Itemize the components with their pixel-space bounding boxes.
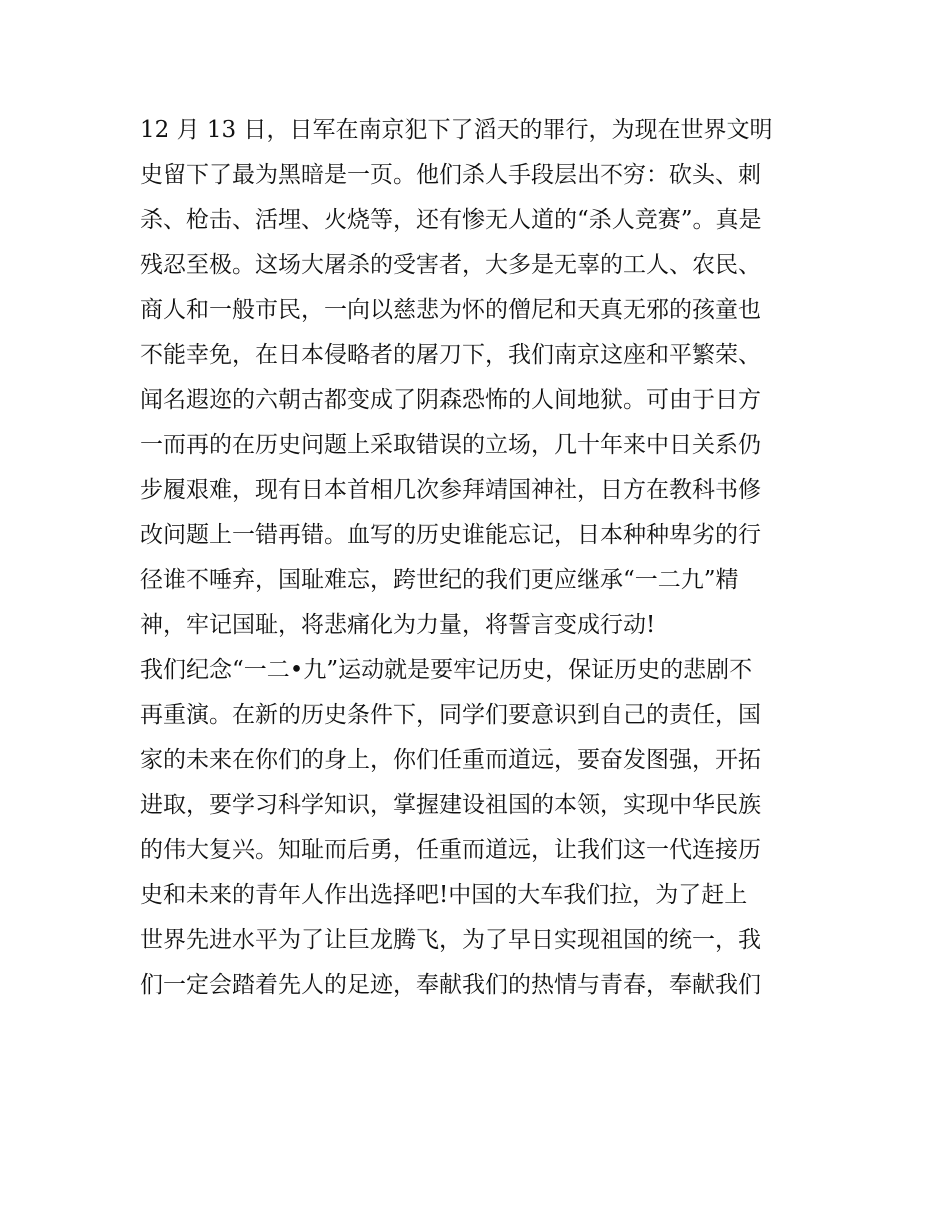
text-line: 我们纪念“一二•九”运动就是要牢记历史，保证历史的悲剧不 xyxy=(140,657,753,683)
text-line: 闻名遐迩的六朝古都变成了阴森恐怖的人间地狱。可由于日方 xyxy=(140,387,761,413)
text-line: 步履艰难，现有日本首相几次参拜靖国神社，日方在教科书修 xyxy=(140,477,761,503)
text-line: 改问题上一错再错。血写的历史谁能忘记，日本种种卑劣的行 xyxy=(140,522,761,548)
text-line: 史留下了最为黑暗是一页。他们杀人手段层出不穷：砍头、刺 xyxy=(140,162,761,188)
text-line: 商人和一般市民，一向以慈悲为怀的僧尼和天真无邪的孩童也 xyxy=(140,297,761,323)
text-line: 的伟大复兴。知耻而后勇，任重而道远，让我们这一代连接历 xyxy=(140,837,761,863)
text-line: 一而再的在历史问题上采取错误的立场，几十年来中日关系仍 xyxy=(140,432,761,458)
text-line: 世界先进水平为了让巨龙腾飞，为了早日实现祖国的统一，我 xyxy=(140,927,761,953)
body-text xyxy=(140,108,820,1008)
text-line: 杀、枪击、活埋、火烧等，还有惨无人道的“杀人竞赛”。真是 xyxy=(140,207,762,233)
text-line: 家的未来在你们的身上，你们任重而道远，要奋发图强，开拓 xyxy=(140,747,761,773)
text-line: 再重演。在新的历史条件下，同学们要意识到自己的责任，国 xyxy=(140,702,761,728)
text-line: 12 月 13 日，日军在南京犯下了滔天的罪行，为现在世界文明 xyxy=(140,117,773,143)
text-line: 残忍至极。这场大屠杀的受害者，大多是无辜的工人、农民、 xyxy=(140,252,761,278)
text-line: 不能幸免，在日本侵略者的屠刀下，我们南京这座和平繁荣、 xyxy=(140,342,761,368)
text-line: 们一定会踏着先人的足迹，奉献我们的热情与青春，奉献我们 xyxy=(140,972,761,998)
text-line: 进取，要学习科学知识，掌握建设祖国的本领，实现中华民族 xyxy=(140,792,761,818)
text-line: 神，牢记国耻，将悲痛化为力量，将誓言变成行动! xyxy=(140,612,656,638)
text-line: 史和未来的青年人作出选择吧!中国的大车我们拉，为了赶上 xyxy=(140,882,748,908)
text-line: 径谁不唾弃，国耻难忘，跨世纪的我们更应继承“一二九”精 xyxy=(140,567,739,593)
